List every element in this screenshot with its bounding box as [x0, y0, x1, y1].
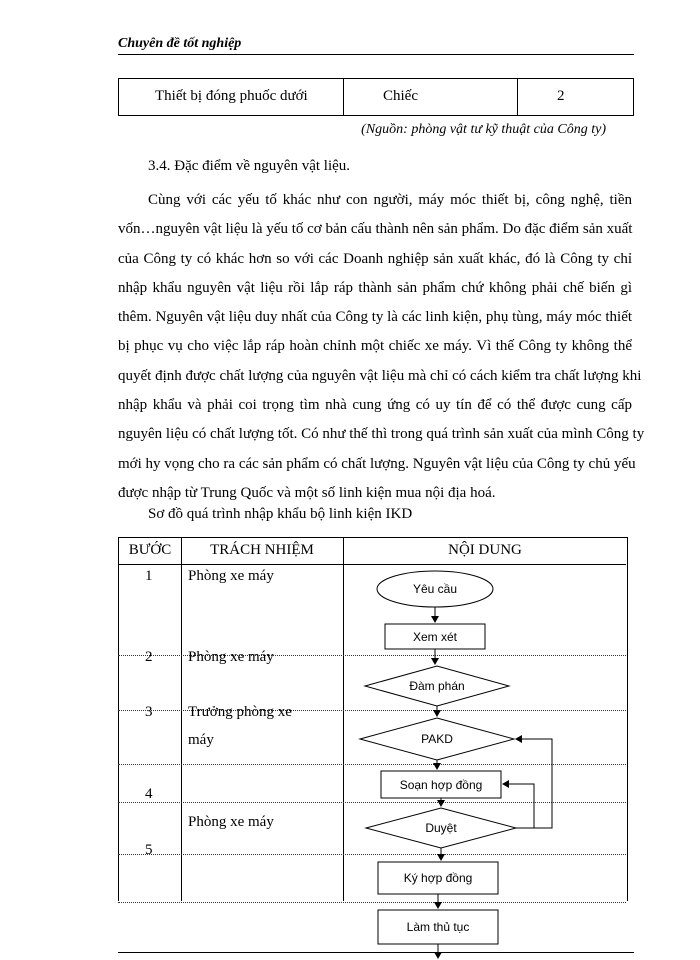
paragraph-line: quyết định được chất lượng của nguyên vật liệu mà chỉ có cách kiểm tra chất lượng khi	[118, 367, 642, 384]
paragraph-line: nhập khẩu nguyên vật liệu rồi lắp ráp thành sản phẩm chứ không phải chế biến gì	[118, 279, 632, 296]
flow-label-sign-contract: Ký hợp đồng	[403, 871, 473, 885]
paragraph-line: Cùng với các yếu tố khác như con người, máy móc thiết bị, công nghệ, tiền	[148, 192, 632, 208]
flow-label-draft-contract: Soạn hợp đồng	[399, 778, 483, 792]
paragraph-line: nguyên liệu có chất lượng tốt. Có như thế thì trong quá trình sản xuất của mình Công ty	[118, 426, 645, 443]
paragraph-line: bị phục vụ cho việc lắp ráp hoàn chỉnh một chiếc xe máy. Vì thế Công ty không thể	[118, 338, 632, 355]
flow-label-pakd: PAKD	[421, 732, 453, 746]
source-note: (Nguồn: phòng vật tư kỹ thuật của Công ty)	[361, 122, 606, 137]
flow-label-negotiate: Đàm phán	[409, 679, 465, 693]
flow-label-procedures: Làm thủ tục	[406, 920, 470, 934]
paragraph-line: vốn…nguyên vật liệu là yếu tố cơ bản cấu thành nên sản phẩm. Do đặc điểm sản xuất	[118, 221, 633, 238]
paragraph-line: được nhập từ Trung Quốc và một số linh kiện mua nội địa hoá.	[118, 484, 496, 501]
equipment-unit-cell: Chiếc	[383, 88, 418, 104]
step-number: 5	[145, 842, 153, 858]
step-responsibility: Phòng xe máy	[188, 568, 274, 584]
header-step: BƯỚC	[128, 542, 172, 558]
paragraph-line: thêm. Nguyên vật liệu duy nhất của Công ty là các linh kiện, phụ tùng, máy móc thiết	[118, 309, 633, 326]
step-responsibility: Trưởng phòng xe	[188, 704, 292, 720]
footer-rule	[118, 952, 634, 953]
diagram-caption: Sơ đồ quá trình nhập khẩu bộ linh kiện IKD	[148, 506, 413, 522]
flow-feedback-arrow	[503, 784, 534, 828]
paragraph-line: mới hy vọng cho ra các sản phẩm có chất lượng. Nguyên vật liệu của Công ty chủ yếu	[118, 455, 636, 472]
flow-label-review: Xem xét	[412, 630, 458, 644]
paragraph-line: nhập khẩu và phải coi trọng tìm nhà cung ứng có uy tín để có thể được cung cấp	[118, 397, 632, 414]
header-responsibility: TRÁCH NHIỆM	[210, 542, 314, 558]
paragraph-line: của Công ty có khác hơn so với các Doanh nghiệp sản xuất khác, đó là Công ty chỉ	[118, 250, 632, 267]
step-number: 1	[145, 568, 153, 584]
flow-label-approve: Duyệt	[425, 821, 457, 835]
equipment-qty-cell: 2	[557, 88, 565, 104]
step-number: 3	[145, 704, 153, 720]
page-header-title: Chuyên đề tốt nghiệp	[118, 36, 242, 51]
step-number: 2	[145, 649, 153, 665]
step-responsibility: máy	[188, 732, 214, 748]
header-content: NỘI DUNG	[448, 542, 522, 558]
flow-label-request: Yêu cầu	[412, 582, 458, 596]
step-number: 4	[145, 786, 153, 802]
equipment-item-cell: Thiết bị đóng phuốc dưới	[155, 88, 308, 104]
step-responsibility: Phòng xe máy	[188, 649, 274, 665]
section-heading: 3.4. Đặc điểm về nguyên vật liệu.	[148, 158, 351, 174]
step-responsibility: Phòng xe máy	[188, 814, 274, 830]
